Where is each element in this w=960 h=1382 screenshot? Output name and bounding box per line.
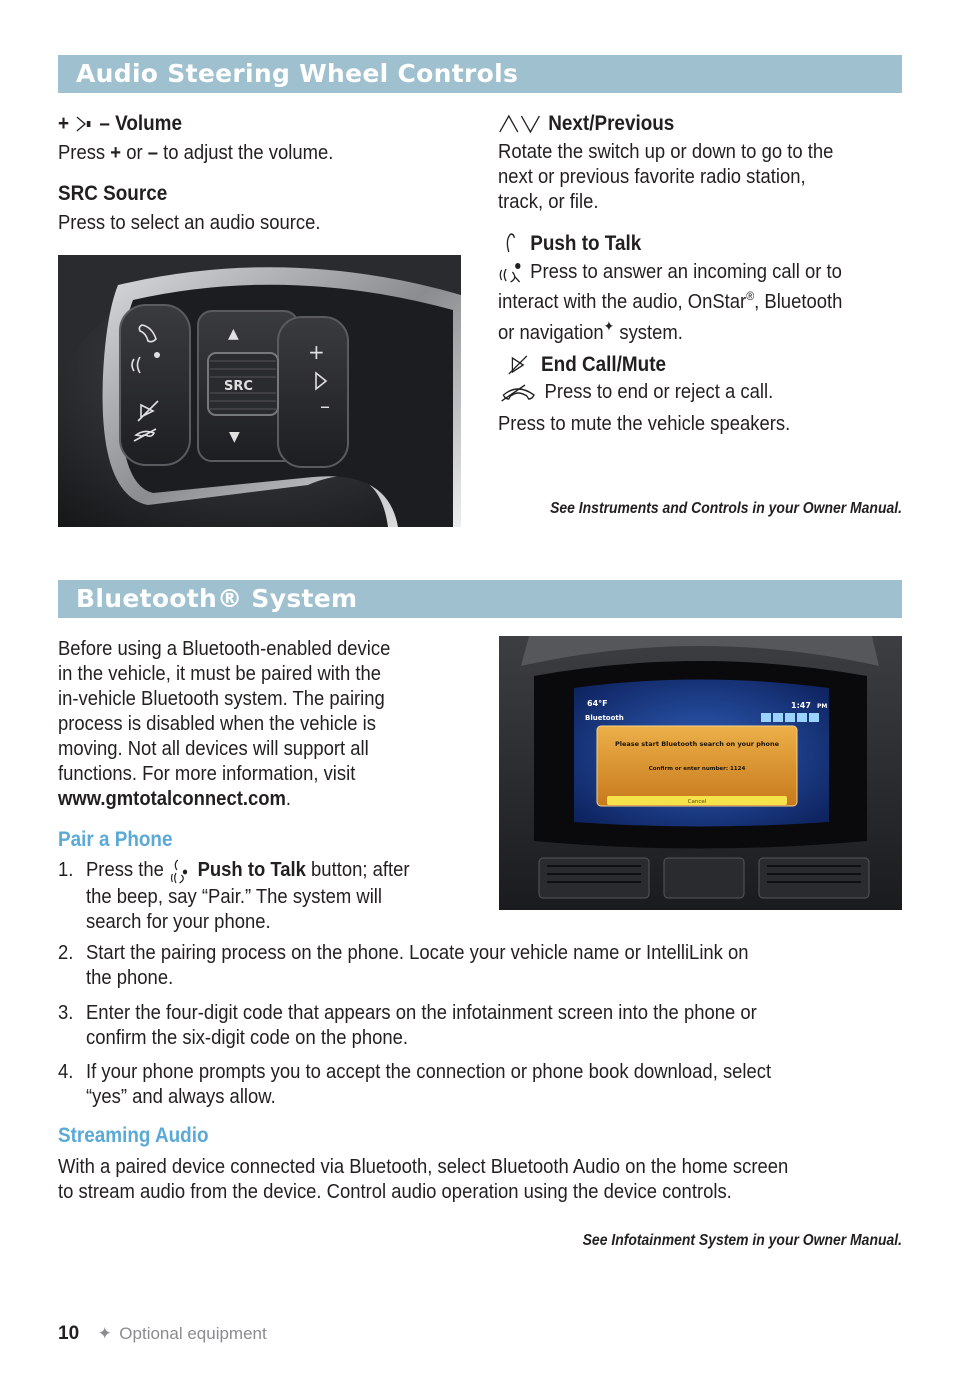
next-previous-block: [498, 111, 902, 214]
photo-minus-label: –: [320, 394, 330, 418]
screen-ampm: PM: [817, 703, 828, 710]
volume-heading: + – Volume: [58, 112, 183, 135]
intro-line: in-vehicle Bluetooth system. The pairing: [58, 687, 385, 710]
push-to-talk-line: or navigation✦ system.: [498, 318, 683, 345]
screen-message: Please start Bluetooth search on your phone: [614, 740, 780, 748]
intro-url-line: www.gmtotalconnect.com.: [58, 787, 292, 810]
steering-wheel-photo: [58, 255, 461, 527]
mute-icon: [498, 354, 536, 376]
end-call-line: Press to mute the vehicle speakers.: [498, 412, 791, 435]
infotainment-screen-photo: [499, 636, 902, 910]
next-previous-line: next or previous favorite radio station,: [498, 165, 806, 188]
src-label: SRC: [224, 379, 253, 394]
optional-star-icon: ✦: [603, 318, 615, 335]
pair-step-2: 2. Start the pairing process on the phone. Locate your vehicle name or IntelliLink on the phone.: [58, 941, 749, 989]
screen-code: Confirm or enter number: 1124: [648, 766, 746, 772]
footer: [58, 1323, 267, 1345]
previous-label: ▼: [229, 429, 240, 445]
src-heading: SRC Source: [58, 182, 168, 205]
pair-step-1: 1. Press the Push to Talk button; after the beep, say “Pair.” The system will search for your phone.: [58, 858, 410, 933]
section-title: Bluetooth® System: [76, 584, 358, 613]
intro-line: Before using a Bluetooth-enabled device: [58, 637, 391, 660]
gm-url-link[interactable]: www.gmtotalconnect.com: [58, 787, 286, 810]
end-call-line: Press to end or reject a call.: [498, 379, 862, 404]
screen-cancel-label: Cancel: [687, 799, 707, 805]
section-title: Audio Steering Wheel Controls: [76, 59, 519, 88]
screen-time: 1:47: [791, 701, 811, 710]
push-to-talk-line: Press to answer an incoming call or to: [498, 259, 862, 284]
end-call-heading: End Call/Mute: [498, 352, 862, 377]
screen-app-title: Bluetooth: [585, 714, 624, 722]
src-body: Press to select an audio source.: [58, 211, 321, 234]
push-to-talk-icon: [169, 858, 192, 884]
intro-line: functions. For more information, visit: [58, 762, 356, 785]
photo-plus-label: +: [308, 340, 325, 364]
see-infotainment-note: See Infotainment System in your Owner Manual.: [582, 1232, 902, 1249]
optional-equipment-note: Optional equipment: [119, 1324, 267, 1343]
page-number: 10: [58, 1323, 80, 1344]
phone-icon: [498, 232, 525, 256]
push-to-talk-block: [498, 231, 902, 345]
section-banner-audio-controls: [58, 55, 902, 93]
intro-line: moving. Not all devices will support all: [58, 737, 369, 760]
speaker-icon: [74, 114, 94, 134]
voice-icon: [498, 262, 525, 284]
push-to-talk-heading: Push to Talk: [498, 231, 862, 256]
next-label: ▲: [228, 326, 239, 342]
next-previous-line: track, or file.: [498, 190, 599, 213]
next-previous-icon: [498, 114, 543, 134]
optional-star-icon: ✦: [97, 1324, 112, 1343]
end-call-block: [498, 352, 902, 436]
push-to-talk-line: interact with the audio, OnStar®, Bluetooth: [498, 289, 843, 314]
next-previous-line: Rotate the switch up or down to go to the: [498, 140, 834, 163]
pair-phone-heading: Pair a Phone: [58, 828, 173, 851]
screen-temperature: 64°F: [587, 699, 608, 708]
bluetooth-intro: [58, 636, 478, 811]
streaming-audio-heading: Streaming Audio: [58, 1124, 209, 1147]
intro-line: process is disabled when the vehicle is: [58, 712, 376, 735]
screen-status-icons: [761, 713, 819, 722]
volume-body: Press + or – to adjust the volume.: [58, 141, 334, 164]
intro-line: in the vehicle, it must be paired with the: [58, 662, 382, 685]
section-banner-bluetooth: [58, 580, 902, 618]
streaming-audio-body: With a paired device connected via Bluetooth, select Bluetooth Audio on the home screen to stream audio from the device. Control audio operation using the device controls.: [58, 1155, 789, 1203]
pair-step-4: 4. If your phone prompts you to accept the connection or phone book download, select “yes” and always allow.: [58, 1060, 772, 1108]
src-block: [58, 181, 350, 235]
next-previous-heading: Next/Previous: [498, 111, 862, 136]
end-call-icon: [498, 383, 539, 403]
volume-block: [58, 111, 364, 165]
see-instruments-note: See Instruments and Controls in your Owner Manual.: [550, 500, 902, 517]
pair-step-3: 3. Enter the four-digit code that appears on the infotainment screen into the phone or confirm the six-digit code on the phone.: [58, 1001, 757, 1049]
